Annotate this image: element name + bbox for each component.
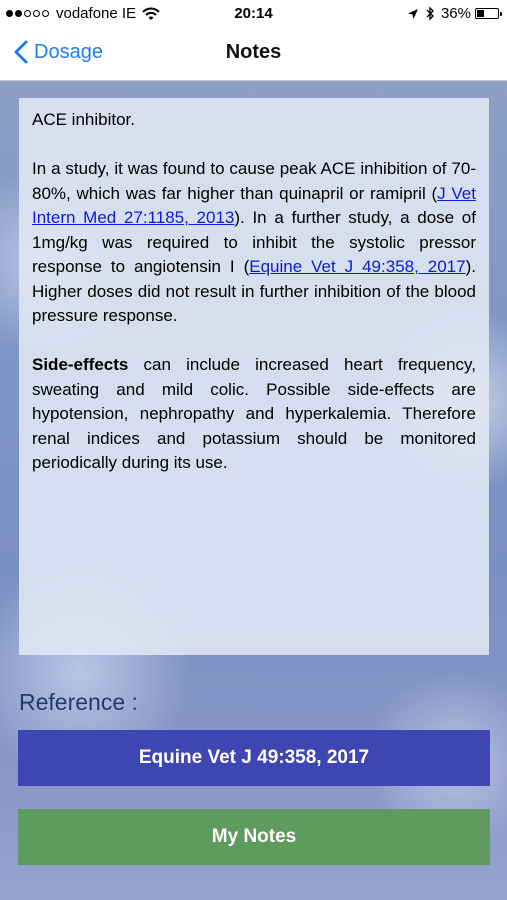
navigation-bar	[0, 28, 507, 81]
carrier-name: vodafone IE	[56, 5, 137, 22]
reference-button[interactable]: Equine Vet J 49:358, 2017	[18, 730, 490, 786]
battery-fill	[477, 10, 484, 17]
status-time: 20:14	[234, 5, 273, 22]
notes-study-paragraph	[32, 157, 476, 329]
study-text-3: ). Higher doses did not result in further inhibition of the blood pressure response.	[32, 257, 476, 325]
battery-icon	[475, 8, 499, 19]
study-text-2: ). In a further study, a dose of 1mg/kg was required to inhibit the systolic pressor response to angiotensin I (	[32, 208, 476, 276]
status-right	[407, 5, 499, 22]
my-notes-button[interactable]: My Notes	[18, 809, 490, 865]
content-background	[0, 81, 507, 900]
location-arrow-icon	[407, 8, 419, 20]
reference-link-evj[interactable]: Equine Vet J 49:358, 2017	[249, 257, 466, 276]
notes-side-effects-paragraph	[32, 353, 476, 476]
study-text-1: In a study, it was found to cause peak ACE inhibition of 70-80%, which was far higher than quinapril or ramipril (	[32, 159, 476, 203]
bluetooth-icon	[425, 6, 435, 21]
back-button-label: Dosage	[34, 40, 103, 63]
battery-percent: 36%	[440, 5, 471, 22]
reference-label: Reference :	[19, 689, 138, 715]
notes-intro: ACE inhibitor.	[32, 110, 135, 129]
reference-link-jvim[interactable]: J Vet Intern Med 27:1185, 2013	[32, 183, 476, 227]
status-bar	[0, 0, 507, 28]
page-title: Notes	[225, 41, 282, 63]
notes-card	[19, 98, 489, 655]
side-effects-text: can include increased heart frequency, sweating and mild colic. Possible side-effects are hypotension, nephropathy and hyperkalemia. Therefore renal indices and potassium should be monitored periodically during its use.	[32, 355, 476, 472]
side-effects-heading: Side-effects	[32, 355, 129, 374]
